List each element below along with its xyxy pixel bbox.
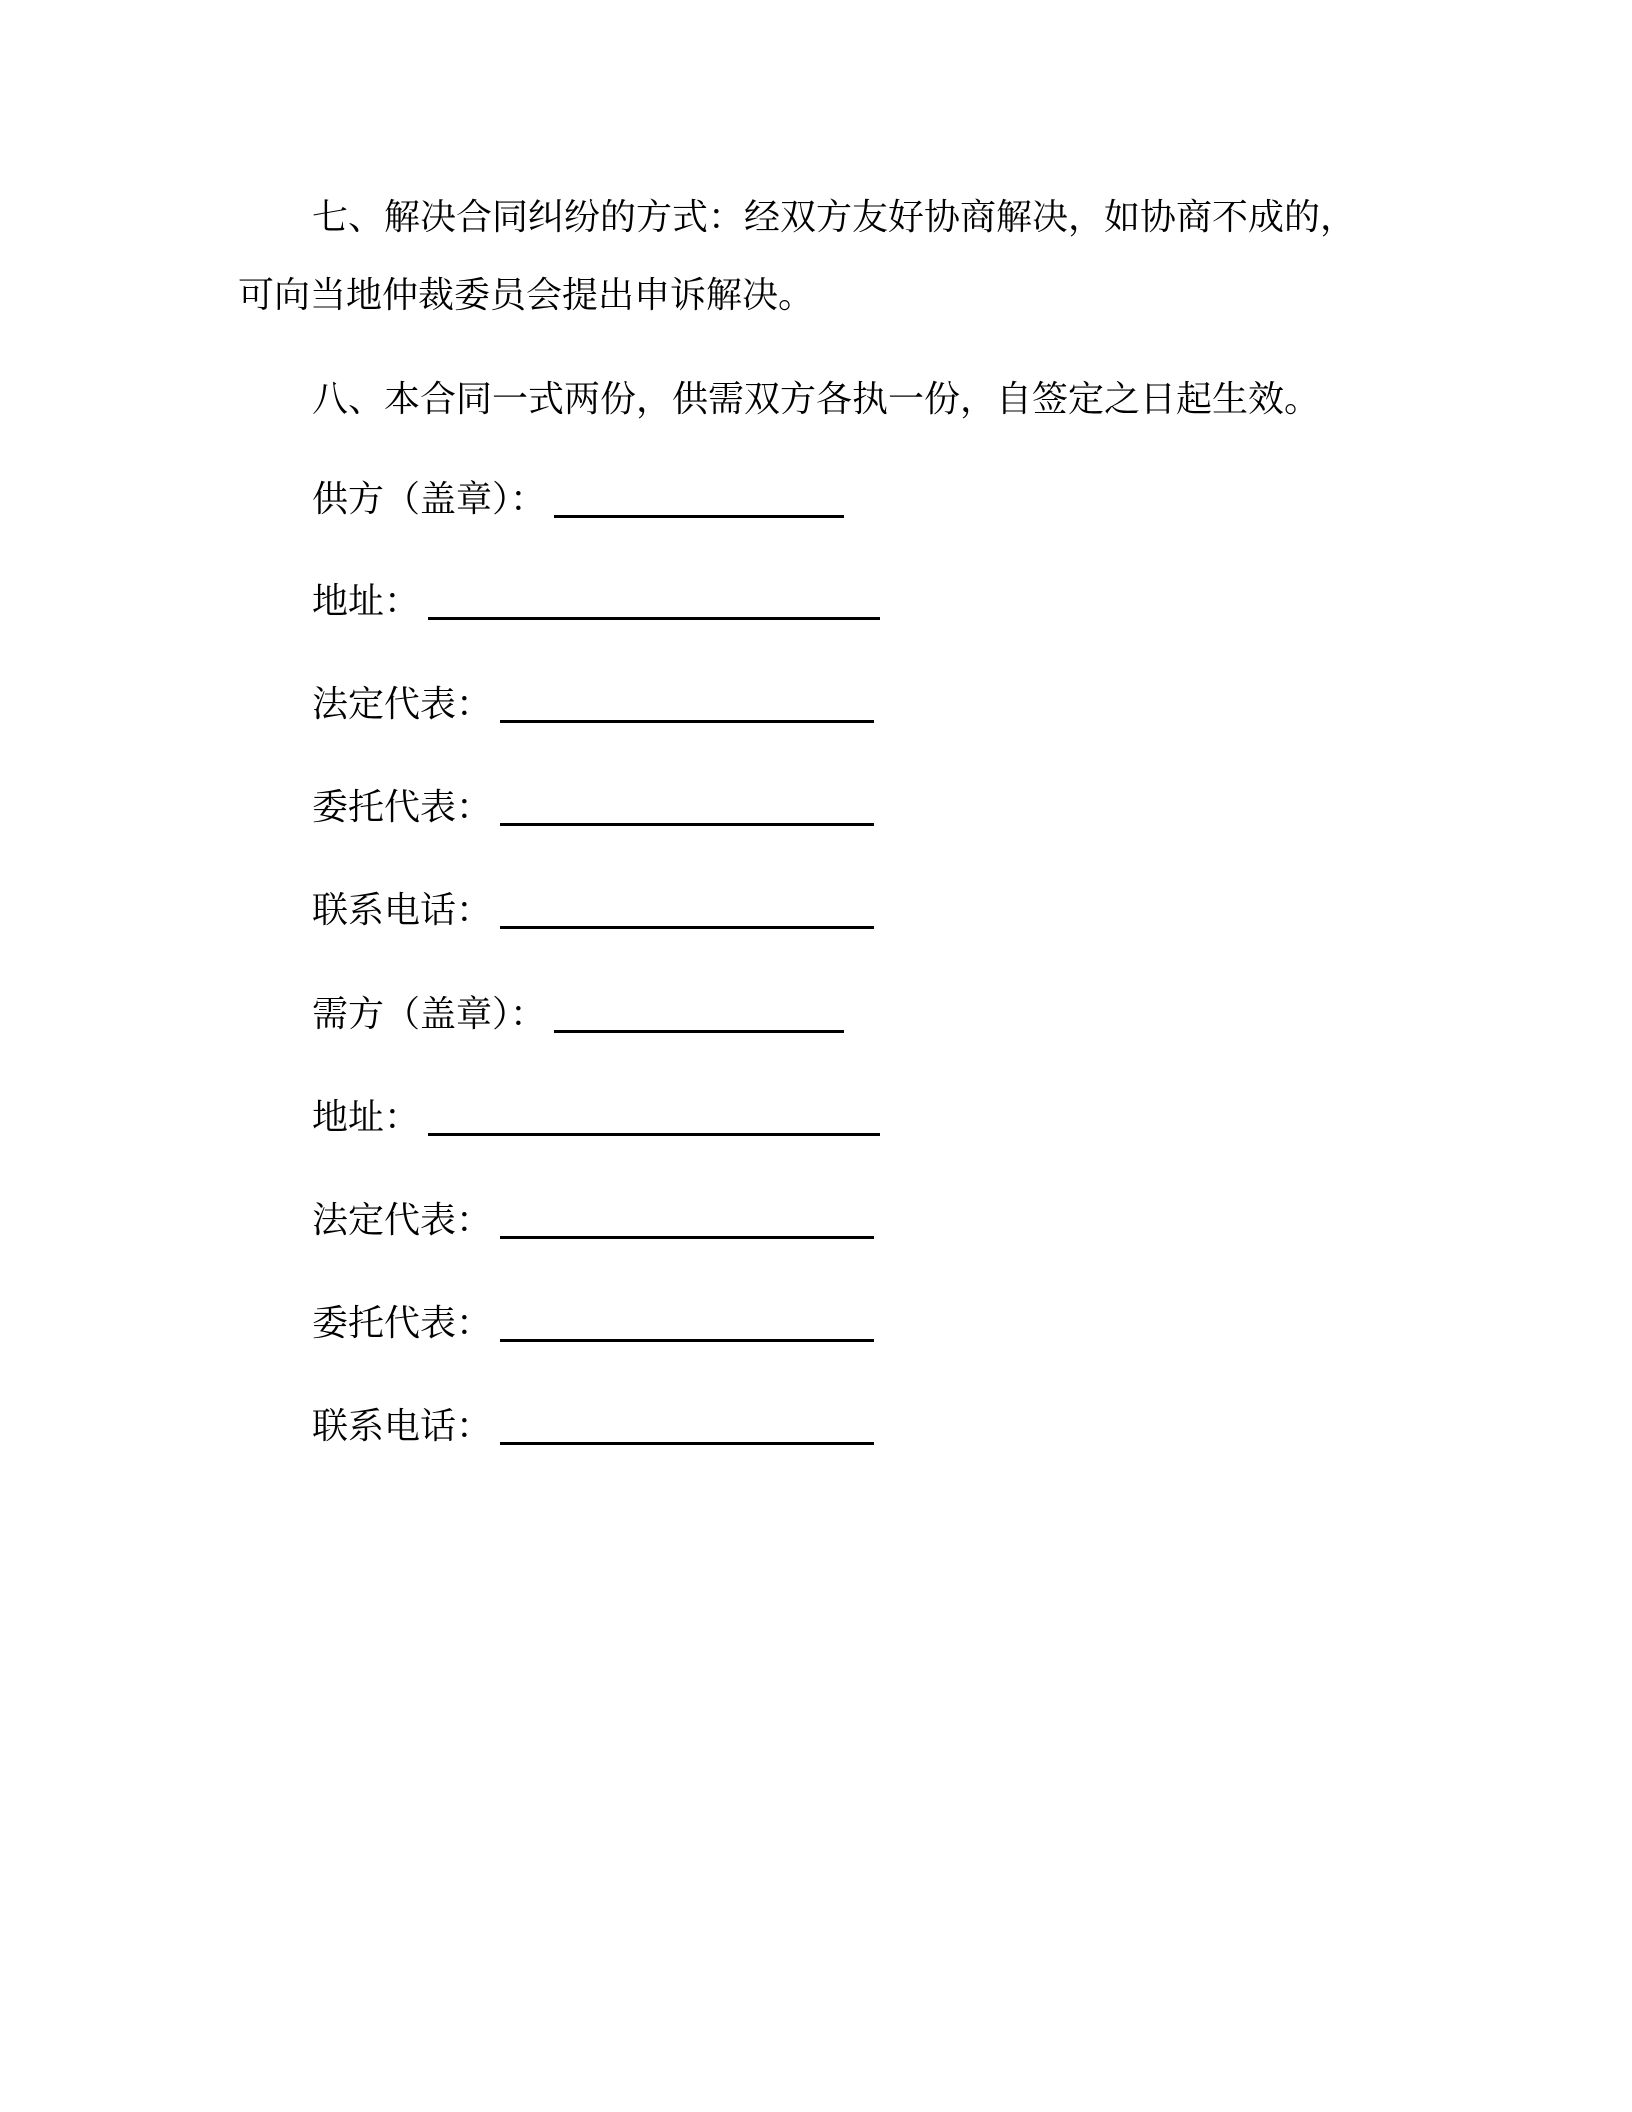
buyer-stamp-row <box>312 993 844 1037</box>
supplier-stamp-row <box>312 478 844 522</box>
supplier-legal-rep-label: 法定代表： <box>312 684 493 725</box>
clause-8: 八、本合同一式两份，供需双方各执一份，自签定之日起生效。 <box>312 379 1321 420</box>
buyer-stamp-blank[interactable] <box>554 1000 844 1033</box>
clause-7-line-1: 七、解决合同纠纷的方式：经双方友好协商解决，如协商不成的， <box>312 197 1357 238</box>
supplier-address-blank[interactable] <box>428 587 880 620</box>
supplier-stamp-blank[interactable] <box>554 485 844 518</box>
supplier-phone-row <box>312 889 874 933</box>
buyer-legal-rep-label: 法定代表： <box>312 1200 493 1241</box>
buyer-phone-blank[interactable] <box>500 1412 874 1445</box>
buyer-stamp-label: 需方（盖章）： <box>312 994 547 1035</box>
buyer-address-label: 地址： <box>312 1097 421 1138</box>
clause-7-line-2: 可向当地仲裁委员会提出申诉解决。 <box>238 275 815 316</box>
buyer-address-blank[interactable] <box>428 1103 880 1136</box>
buyer-agent-row <box>312 1302 874 1346</box>
buyer-legal-rep-blank[interactable] <box>500 1206 874 1239</box>
supplier-phone-label: 联系电话： <box>312 890 493 931</box>
supplier-address-row <box>312 580 880 624</box>
supplier-agent-blank[interactable] <box>500 793 874 826</box>
supplier-address-label: 地址： <box>312 581 421 622</box>
supplier-legal-rep-row <box>312 683 874 727</box>
buyer-phone-label: 联系电话： <box>312 1406 493 1447</box>
supplier-legal-rep-blank[interactable] <box>500 690 874 723</box>
buyer-phone-row <box>312 1405 874 1449</box>
supplier-agent-row <box>312 786 874 830</box>
buyer-legal-rep-row <box>312 1199 874 1243</box>
buyer-agent-blank[interactable] <box>500 1309 874 1342</box>
supplier-agent-label: 委托代表： <box>312 787 493 828</box>
buyer-agent-label: 委托代表： <box>312 1303 493 1344</box>
buyer-address-row <box>312 1096 880 1140</box>
supplier-phone-blank[interactable] <box>500 896 874 929</box>
supplier-stamp-label: 供方（盖章）： <box>312 479 547 520</box>
